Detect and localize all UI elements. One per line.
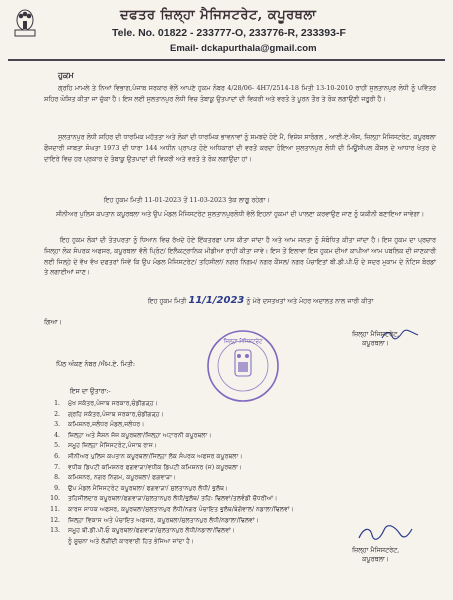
order-paragraph-2: ਸੁਲਤਾਨਪੁਰ ਲੋਧੀ ਸ਼ਹਿਰ ਦੀ ਧਾਰਮਿਕ ਮਹੱਤਤਾ ਅਤੇ ਲੋਕਾਂ ਦੀ ਧਾਰਮਿਕ ਭਾਵਨਾਵਾਂ ਨੂੰ ਸਮਝਦੇ ਹੋਏ ਮੈਂ, ਵਿਸ਼ੇਸ਼ ਸਾਰੰਗਲ , ਆਈ.ਏ.ਐਸ, ਜ਼ਿਲ੍ਹਾ ਮੈਜਿਸਟਰੇਟ, ਕਪੂਰਥਲਾ ਫੌਜਦਾਰੀ ਜਾਬਤਾ ਸੰਘਤਾ 1973 ਦੀ ਧਾਰਾ 144 ਅਧੀਨ ਪ੍ਰਾਪਤ ਹੋਏ ਅਧਿਕਾਰਾਂ ਦੀ ਵਰਤੋਂ ਕਰਦਾ ਹੋਇਆ ਸੁਲਤਾਨਪੁਰ ਲੋਧੀ ਦੀ ਮਿਊਂਸੀਪਲ ਕੌਂਸਲ ਦੇ ਆਧਾਰ ਖੇਤਰ ਦੇ ਦਾਇਰੇ ਵਿਚ ਹਰ ਪ੍ਰਕਾਰ ਦੇ ਤੰਬਾਕੂ ਉਤਪਾਦਾਂ ਦੀ ਵਿਕਰੀ ਅਤੇ ਵਰਤੋ ਤੇ ਰੋਕ ਲਗਾਉਂਦਾ ਹਾਂ। (44, 133, 436, 163)
list-number (44, 537, 68, 548)
list-item (44, 473, 444, 484)
list-text: ਨੂੰ ਸੂਚਨਾ ਅਤੇ ਲੋੜੀਂਦੀ ਕਾਰਵਾਈ ਹਿਤ ਭੇਜਿਆ ਜਾਂਦਾ ਹੈ। (68, 537, 195, 545)
email-line: Email- dckapurthala@gmail.com (170, 43, 317, 54)
list-text: ਸਮੂਹ ਬੀ.ਡੀ.ਪੀ.ਓ ਕਪੂਰਥਲਾ/ਫਗਵਾੜਾ/ਸੁਲਤਾਨਪੁਰ ਲੋਧੀ/ਨਡਾਲਾ/ਢਿਲਵਾਂ। (68, 527, 236, 535)
list-number: 11. (50, 505, 60, 513)
list-text: ਮੁੱਖ ਸਕੱਤਰ,ਪੰਜਾਬ ਸਰਕਾਰ,ਚੰਡੀਗੜ੍ਹ। (68, 400, 158, 407)
signature-block-endorsement (352, 546, 399, 564)
list-number: 5. (54, 442, 60, 450)
list-text: ਕਮਿਸ਼ਨਰ,ਜਲੰਧਰ ਮੰਡਲ,ਜਲੰਧਰ। (68, 421, 145, 429)
list-text: ਜ਼ਿਲ੍ਹਾ ਵਿਕਾਸ ਅਤੇ ਪੰਚਾਇਤ ਅਫਸਰ, ਕਪੂਰਥਲਾ/ਸੁਲਤਾਨਪੁਰ ਲੋਧੀ/ਨਡਾਲਾ/ਢਿਲਵਾਂ। (68, 516, 259, 524)
list-number: 7. (54, 463, 60, 471)
list-item (44, 494, 444, 505)
list-number: 13. (50, 527, 60, 535)
list-number: 12. (50, 516, 60, 524)
list-text: ਤਹਿਸੀਲਦਾਰ ਕਪੂਰਥਲਾ/ਫਗਵਾੜਾ/ਸੁਲਤਾਨਪੁਰ ਲੋਧੀ/ਭੁਲੱਥ/ ਤਹਿ: ਢਿਲਵਾਂ/ਤਲਵੰਡੀ ਚੌਧਰੀਆਂ। (68, 495, 278, 503)
list-item (44, 463, 444, 474)
copy-to-intro: ਇਸ ਦਾ ਉਤਾਰਾ:- (70, 387, 111, 395)
header-divider (8, 59, 445, 61)
state-emblem-icon (12, 6, 38, 38)
signature-place: ਕਪੂਰਥਲਾ। (362, 339, 390, 347)
issue-text-before: ਇਹ ਹੁਕਮ ਮਿਤੀ (148, 297, 187, 305)
list-text: ਜ਼ਿਲ੍ਹਾ ਅਤੇ ਸੈਸ਼ਨ ਜੱਜ ਕਪੂਰਥਲਾ/ਜਿਲ੍ਹਾ ਅਟਾਰਨੀ ਕਪੂਰਥਲਾ। (68, 431, 212, 439)
list-number: 4. (54, 431, 60, 439)
order-paragraph-3: ਇਹ ਹੁਕਮ ਮਿਤੀ 11-01-2023 ਤੋਂ 11-03-2023 ਤੱਕ ਲਾਗੂ ਰਹੇਗਾ। (104, 196, 270, 204)
signature-block-order (352, 330, 399, 348)
list-item (44, 399, 444, 410)
list-text: ਉਪ ਮੰਡਲ ਮੈਜਿਸਟਰੇਟ ਕਪੂਰਥਲਾ/ ਫਗਵਾੜਾ/ ਸੁਲਤਾਨਪੁਰ ਲੋਧੀ/ ਭੁਲੱਥ। (68, 484, 229, 492)
order-heading: ਹੁਕਮ (58, 70, 74, 80)
issue-text-after: ਨੂੰ ਮੇਰੇ ਦਸਤਖਤਾਂ ਅਤੇ ਮੋਹਰ ਅਦਾਲਤ ਨਾਲ ਜਾਰੀ ਕੀਤਾ (246, 297, 374, 305)
order-paragraph-6 (148, 296, 448, 307)
list-item (44, 410, 444, 421)
list-text: ਸਮੂਹ ਜ਼ਿਲ੍ਹਾ ਮੈਜਿਸਟਰੇਟ,ਪੰਜਾਬ ਰਾਜ। (68, 442, 158, 450)
official-seal-icon (205, 328, 281, 404)
endorsement-number-line: ਪਿੱਠ ਅੰਕਣ ਨੰਬਰ /ਐਮ.ਏ. ਮਿਤੀ: (56, 360, 136, 368)
handwritten-date: 11/1/2023 (188, 295, 245, 306)
signature-scribble-2 (356, 524, 414, 542)
seal-text: ਜ਼ਿਲ੍ਹਾ ਮੈਜਿਸਟਰੇਟ (223, 339, 263, 345)
list-item (44, 420, 444, 431)
list-number: 2. (54, 410, 60, 418)
list-item (44, 441, 444, 452)
signature-designation: ਜ਼ਿਲ੍ਹਾ ਮੈਜਿਸਟਰੇਟ, (352, 546, 400, 554)
list-number: 8. (54, 474, 60, 482)
list-number: 1. (54, 400, 60, 407)
order-paragraph-4: ਸੀਨੀਅਰ ਪੁਲਿਸ ਕਪਤਾਨ ਕਪੂਰਥਲਾ ਅਤੇ ਉਪ ਮੰਡਲ ਮੈਜਿਸਟਰੇਟ ਸੁਲਤਾਨਪੁਰਲੋਧੀ ਵੱਲੋਂ ਇਹਨਾਂ ਹੁਕਮਾਂ ਦੀ ਪਾਲਣਾ ਕਰਵਾਉਣ ਜਾਣ ਨੂੰ ਯਕੀਨੀ ਬਣਾਇਆ ਜਾਵੇਗਾ। (56, 210, 425, 218)
list-item (44, 505, 444, 516)
signature-place: ਕਪੂਰਥਲਾ। (362, 555, 390, 563)
list-item (44, 484, 444, 495)
order-paragraph-5: ਇਹ ਹੁਕਮ ਲੋਕਾਂ ਦੀ ਤੰਤਪਰਤਾ ਨੂੰ ਧਿਆਨ ਵਿਚ ਰੱਖਦੇ ਹੋਏ ਇੱਕਤਰਫਾ ਪਾਸ ਕੀਤਾ ਜਾਂਦਾ ਹੈ ਅਤੇ ਆਮ ਜਨਤਾ ਨੂੰ ਸੰਬੋਧਿਤ ਕੀਤਾ ਜਾਂਦਾ ਹੈ। ਇਸ ਹੁਕਮ ਦਾ ਪ੍ਰਚਾਰ ਜਿਲ੍ਹਾ ਲੋਕ ਸੰਪਰਕ ਅਫਸਰ, ਕਪੂਰਥਲਾ ਵੱਲੋਂ ਪ੍ਰਿੰਟ/ ਇਲੈਕਟ੍ਰਾਨਿਕ ਮੀਡੀਆ ਰਾਹੀਂ ਕੀਤਾ ਜਾਵੇ। ਇਸ ਤੋਂ ਇਲਾਵਾ ਇਸ ਹੁਕਮ ਦੀਆਂ ਕਾਪੀਆਂ ਆਮ ਪਬਲਿਕ ਦੀ ਜਾਣਕਾਰੀ ਲਈ ਜਿਲ੍ਹੇ ਦੇ ਵੱਖ ਵੱਖ ਦਫਤਰਾਂ ਜਿਵੇਂ ਕਿ ਉਪ ਮੰਡਲ ਮੈਜਿਸਟਰੇਟ/ ਤਹਿਸੀਲਾਂ/ ਨਗਰ ਨਿਗਮ/ ਨਗਰ ਕੌਂਸਲ/ ਨਗਰ ਪੰਚਾਇਤਾਂ ਬੀ.ਡੀ.ਪੀ.ਓ ਦੇ ਸਦਰ ਮੁਕਾਮ ਦੇ ਨੋਟਿਸ ਬੋਰਡਾਂ ਤੇ ਲਗਾਈਆਂ ਜਾਣ। (44, 236, 436, 277)
list-item (44, 431, 444, 442)
list-text: ਗ੍ਰਹਿ ਸਕੱਤਰ,ਪੰਜਾਬ ਸਰਕਾਰ,ਚੰਡੀਗੜ੍ਹ। (68, 410, 164, 418)
telephone-line: Tele. No. 01822 - 233777-O, 233776-R, 233393-F (112, 27, 346, 39)
order-paragraph-1: ਗ੍ਰਹਿ ਮਾਮਲੇ ਤੇ ਨਿਆਂ ਵਿਭਾਗ,ਪੰਜਾਬ ਸਰਕਾਰ ਵੱਲੋਂ ਆਪਣੇ ਹੁਕਮ ਨੰਬਰ 4/28/06- 4H7/2514-18 ਮਿਤੀ 13-10-2010 ਰਾਹੀਂ ਸੁਲਤਾਨਪੁਰ ਲੋਧੀ ਨੂੰ ਪਵਿੱਤਰ ਸ਼ਹਿਰ ਘੋਸ਼ਿਤ ਕੀਤਾ ਜਾ ਚੁੱਕਾ ਹੈ। ਇਸ ਲਈ ਸੁਲਤਾਨਪੁਰ ਲੋਧੀ ਵਿਚ ਤੰਬਾਕੂ ਉਤਪਾਦਾਂ ਦੀ ਵਿਕਰੀ ਅਤੇ ਵਰਤੋ ਤੇ ਪੂਰਨ ਤੌਰ ਤੇ ਰੋਕ ਲਗਾਉਣੀ ਜਰੂਰੀ ਹੈ। (44, 84, 436, 103)
list-number: 6. (54, 452, 60, 460)
order-closing: ਗਿਆ। (44, 318, 62, 326)
list-text: ਕਮਿਸ਼ਨਰ, ਨਗਰ ਨਿਗਮ, ਕਪੂਰਥਲਾ/ ਫਗਵਾੜਾ। (68, 474, 177, 482)
list-number: 9. (54, 484, 60, 492)
list-text: ਸੀਨੀਅਰ ਪੁਲਿਸ ਕਪਤਾਨ ਕਪੂਰਥਲਾ/ਜਿਲ੍ਹਾ ਲੋਕ ਸੰਪਰਕ ਅਫਸਰ ਕਪੂਰਥਲਾ। (68, 452, 243, 460)
list-number: 3. (54, 421, 60, 429)
list-text: ਵਧੀਕ ਡਿਪਟੀ ਕਮਿਸ਼ਨਰ ਫਗਵਾੜਾ/ਵਧੀਕ ਡਿਪਟੀ ਕਮਿਸ਼ਨਰ (ਜ) ਕਪੂਰਥਲਾ। (68, 463, 243, 471)
list-item (44, 452, 444, 463)
list-number: 10. (50, 495, 60, 503)
list-text: ਕਾਰਜ ਸਾਧਕ ਅਫਸਰ, ਕਪੂਰਥਲਾ/ਸੁਲਤਾਨਪੁਰ ਲੋਧੀ/ਨਗਰ ਪੰਚਾਇਤ ਭੁਲੱਥ/ਬੇਗੋਵਾਲ/ ਨਡਾਲਾ/ਢਿਲਵਾਂ। (68, 505, 294, 513)
signature-designation: ਜ਼ਿਲ੍ਹਾ ਮੈਜਿਸਟਰੇਟ, (352, 330, 400, 338)
office-title: ਦਫਤਰ ਜ਼ਿਲ੍ਹਾ ਮੈਜਿਸਟਰੇਟ, ਕਪੂਰਥਲਾ (120, 8, 317, 23)
